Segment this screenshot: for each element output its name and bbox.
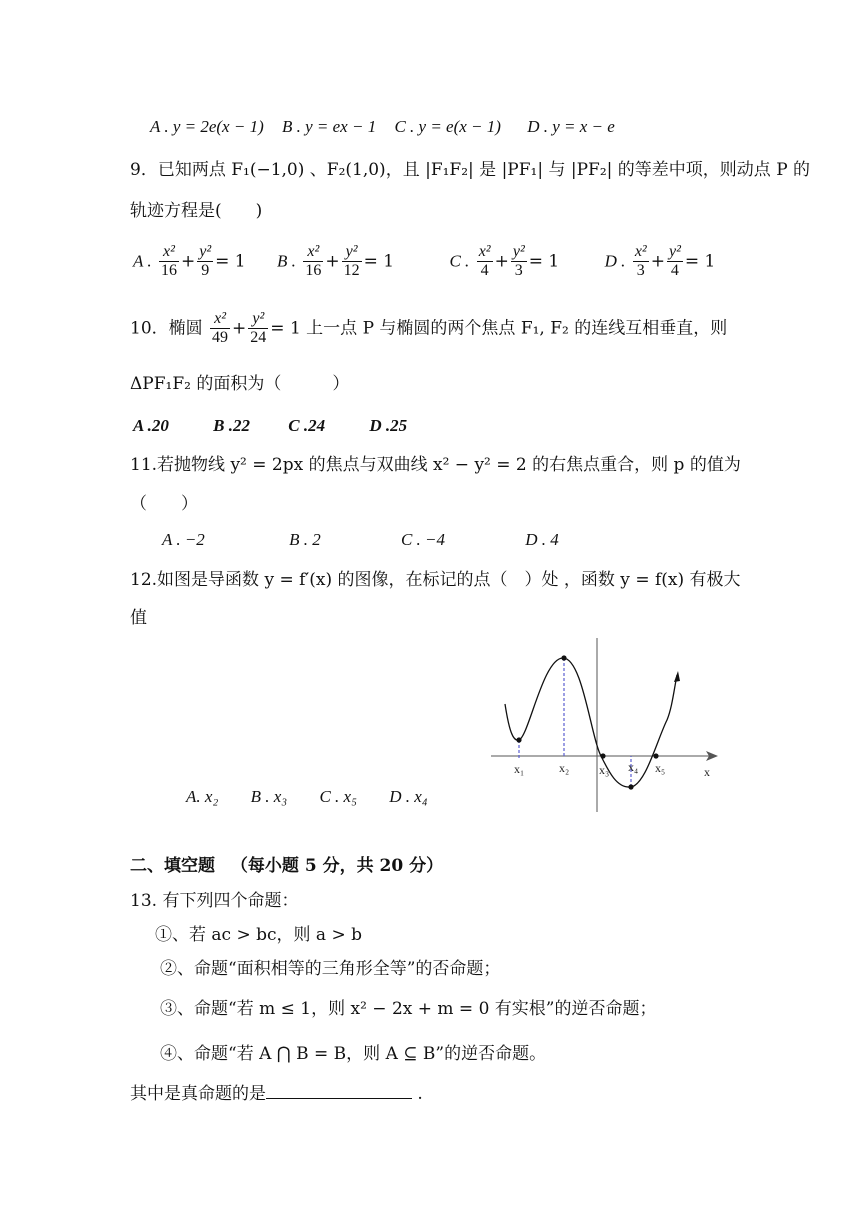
q10-option-b: B .22 — [213, 416, 250, 435]
q13-answer-line — [130, 1082, 423, 1104]
q9-a-frac2-num: y² — [197, 243, 213, 262]
q8-option-a: A . y = 2e(x − 1) — [150, 117, 264, 136]
label-x5: x₅ — [655, 761, 666, 775]
derivative-curve — [505, 658, 677, 787]
q8-option-c: C . y = e(x − 1) — [394, 117, 501, 136]
q10-option-a: A .20 — [133, 416, 169, 435]
q10-frac1-den: 49 — [212, 329, 229, 347]
label-x1: x₁ — [514, 762, 525, 776]
q9-c-frac1-den: 4 — [480, 262, 489, 280]
q13-item-4: ④、命题“若 A ⋂ B = B，则 A ⊆ B”的逆否命题。 — [160, 1044, 547, 1064]
q13-stem: 13. 有下列四个命题： — [130, 891, 299, 911]
q9-b-frac2-den: 12 — [343, 262, 360, 280]
q9-d-frac2-den: 4 — [670, 262, 679, 280]
q9-option-a-label: A . — [133, 251, 152, 271]
label-axis-x: x — [704, 765, 710, 779]
q9-b-frac1-num: x² — [303, 243, 323, 262]
q12-options-row — [186, 787, 462, 807]
q12-option-d: D . x₄ — [389, 787, 428, 806]
q12-stem-line2: 值 — [130, 608, 147, 628]
point-x2 — [561, 655, 566, 660]
q13-item-2: ②、命题“面积相等的三角形全等”的否命题； — [160, 959, 501, 979]
q12-option-b: B . x₃ — [250, 787, 288, 806]
q10-frac2-den: 24 — [250, 329, 267, 347]
derivative-graph — [485, 630, 730, 815]
q9-c-rhs: = 1 — [528, 251, 560, 272]
q11-stem-line2: （ ） — [130, 494, 198, 514]
q9-b-rhs: = 1 — [363, 251, 395, 272]
q9-option-d: D . $\frac{\text{x²}}{3}$ + $\frac{\text{y²}}{4}$ = 1 — [604, 243, 716, 280]
q10-option-c: C .24 — [288, 416, 326, 435]
q10-frac1-num: x² — [210, 310, 230, 329]
q12-option-a: A. x₂ — [186, 787, 219, 806]
q12-stem-line1: 12.如图是导函数 y = f′(x) 的图像，在标记的点（ ）处 ，函数 y = f(x) 有极大 — [130, 570, 741, 590]
q11-option-d: D . 4 — [525, 530, 559, 549]
section-2-note: （每小题 5 分，共 20 分） — [230, 856, 444, 876]
q9-option-a: A . $\frac{\text{x²}}{16}$ + $\frac{\text{y²}}{9}$ = 1 — [133, 243, 246, 280]
q9-options-row — [133, 243, 749, 281]
label-x2: x₂ — [559, 761, 570, 775]
q9-c-frac2-den: 3 — [514, 262, 523, 280]
q10-suffix: = 1 上一点 P 与椭圆的两个焦点 F₁, F₂ 的连线互相垂直，则 — [270, 318, 728, 339]
q12-option-c: C . x₅ — [319, 787, 357, 806]
q9-d-frac1-num: x² — [633, 243, 649, 262]
q13-item-3: ③、命题“若 m ≤ 1，则 x² − 2x + m = 0 有实根”的逆否命题； — [160, 999, 657, 1019]
q9-option-c-label: C . — [449, 251, 470, 271]
q9-a-frac1-den: 16 — [160, 262, 177, 280]
point-x1 — [516, 737, 521, 742]
q9-option-d-label: D . — [604, 251, 626, 271]
q11-options-row — [162, 530, 593, 550]
q10-stem-line2: ΔPF₁F₂ 的面积为（ ） — [130, 374, 350, 394]
q13-answer-blank[interactable] — [266, 1082, 412, 1099]
q9-stem-line2: 轨迹方程是( ) — [130, 201, 263, 221]
q10-stem-line1: 10．椭圆 $\frac{\text{x²}}{49}$ + $\frac{\text{y²}}{24}$ = 1 上一点 P 与椭圆的两个焦点 F₁, F₂ 的连线互相垂直，则 — [130, 310, 728, 347]
label-x4: x₄ — [628, 760, 639, 774]
q9-option-b: B . $\frac{\text{x²}}{16}$ + $\frac{\text{y²}}{12}$ = 1 — [277, 243, 395, 280]
q11-stem-line1: 11.若抛物线 y² = 2px 的焦点与双曲线 x² − y² = 2 的右焦点重合，则 p 的值为 — [130, 455, 741, 475]
q9-c-frac1-num: x² — [477, 243, 493, 262]
point-x5 — [653, 753, 658, 758]
q11-option-b: B . 2 — [289, 530, 321, 549]
q11-option-a: A . −2 — [162, 530, 205, 549]
q13-answer-prefix: 其中是真命题的是 — [130, 1084, 266, 1104]
q13-answer-suffix: . — [412, 1084, 423, 1104]
q9-a-frac2-den: 9 — [201, 262, 210, 280]
q9-a-frac1-num: x² — [159, 243, 179, 262]
q13-item-1: ①、若 ac > bc，则 a > b — [155, 925, 362, 945]
q9-c-frac2-num: y² — [511, 243, 527, 262]
point-x4 — [628, 784, 633, 789]
q11-option-c: C . −4 — [400, 530, 446, 549]
section-2-header — [130, 856, 443, 876]
q10-prefix: 10．椭圆 — [130, 318, 203, 339]
q9-d-frac1-den: 3 — [636, 262, 645, 280]
q9-b-frac1-den: 16 — [305, 262, 322, 280]
q9-option-c: C . $\frac{\text{x²}}{4}$ + $\frac{\text{y²}}{3}$ = 1 — [449, 243, 560, 280]
q10-options-row — [133, 416, 441, 436]
section-2-title: 二、填空题 — [130, 856, 215, 876]
q9-a-rhs: = 1 — [215, 251, 246, 272]
q8-option-b: B . y = ex − 1 — [281, 117, 377, 136]
point-x3 — [600, 753, 605, 758]
q8-options-row — [150, 117, 649, 137]
q10-option-d: D .25 — [369, 416, 408, 435]
q8-option-d: D . y = x − e — [527, 117, 615, 136]
label-x3: x₃ — [599, 763, 610, 777]
q10-frac2-num: y² — [248, 310, 268, 329]
q9-option-b-label: B . — [277, 251, 296, 271]
q9-b-frac2-num: y² — [342, 243, 362, 262]
q9-d-frac2-num: y² — [667, 243, 683, 262]
q9-stem-line1: 9．已知两点 F₁(−1,0) 、F₂(1,0)，且 |F₁F₂| 是 |PF₁| 与 |PF₂| 的等差中项，则动点 P 的 — [130, 160, 811, 180]
q9-d-rhs: = 1 — [684, 251, 716, 272]
curve-end-arrow — [674, 671, 680, 682]
